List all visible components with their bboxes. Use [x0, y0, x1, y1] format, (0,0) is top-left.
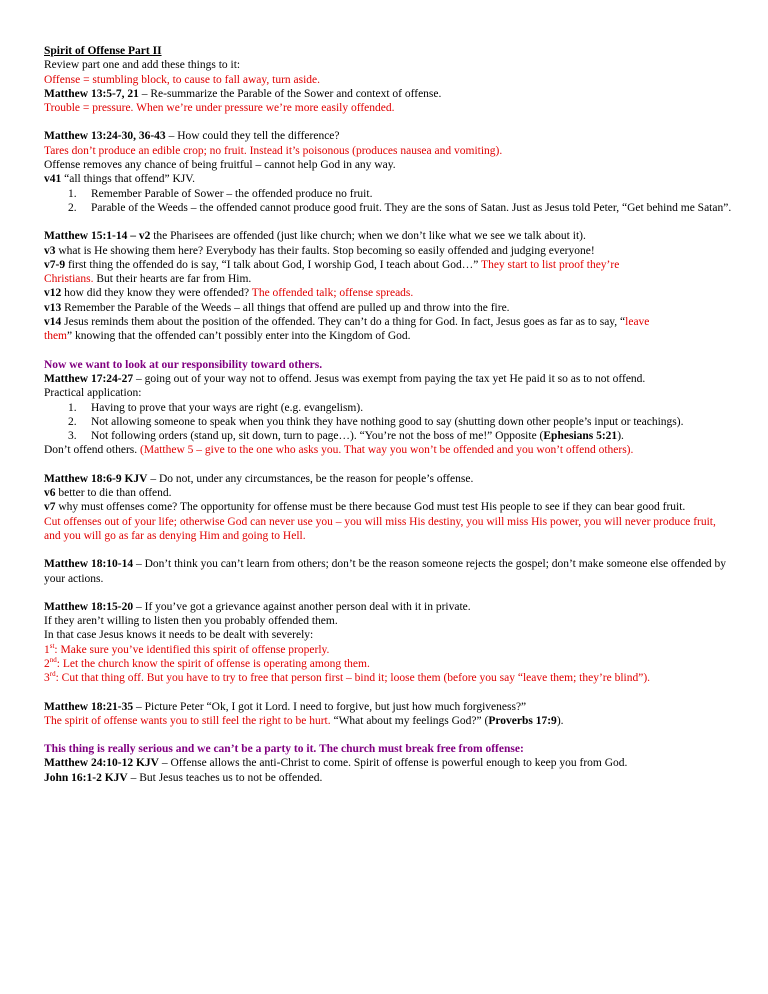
section-red-note: Tares don’t produce an edible crop; no fruit. Instead it’s poisonous (produces nausea and vomiting). [44, 144, 503, 157]
step-ordinal: st [49, 641, 55, 650]
section-text: In that case Jesus knows it needs to be dealt with severely: [44, 629, 314, 642]
verse-line [44, 301, 734, 315]
verse-ref: v3 [44, 244, 56, 257]
verse-red-text: The offended talk; offense spreads. [249, 287, 414, 300]
scripture-ref: Matthew 15:1-14 – v2 [44, 230, 151, 243]
verse-text: ” knowing that the offended can’t possibly enter into the Kingdom of God. [67, 330, 411, 343]
verse-red-text: leave [625, 316, 650, 329]
list-number: 3. [68, 430, 77, 443]
step-text: : Make sure you’ve identified this spirit of offense properly. [54, 643, 330, 656]
section-text: – If you’ve got a grievance against another person deal with it in private. [133, 600, 471, 613]
verse-text: how did they know they were offended? [61, 287, 250, 300]
section-text: – How could they tell the difference? [165, 130, 340, 143]
page-title: Spirit of Offense Part II [44, 45, 162, 57]
section-text: – But Jesus teaches us to not be offended. [127, 771, 323, 784]
section-matthew-18-15 [44, 600, 734, 614]
list-number: 2. [68, 415, 77, 428]
step-text: : Let the church know the spirit of offense is operating among them. [56, 657, 370, 670]
list-text-wrap [91, 429, 734, 443]
verse-line [44, 486, 734, 500]
list-item [44, 201, 734, 215]
section-matthew-15-1 [44, 229, 734, 243]
verse-red-text: They start to list proof they’re [478, 258, 620, 271]
verse-ref: v6 [44, 487, 56, 500]
verse-line [44, 315, 734, 329]
verse-red-text: them [44, 330, 67, 343]
offense-definition: Offense = stumbling block, to cause to fall away, turn aside. [44, 73, 321, 86]
section-text: – Offense allows the anti-Christ to come. Spirit of offense is powerful enough to keep you from God. [158, 757, 628, 770]
list-item [44, 187, 734, 201]
section-text: Don’t offend others. [44, 444, 138, 457]
verse-text: Jesus reminds them about the position of the offended. They can’t do a thing for God. In fact, Jesus goes as far as to say, “ [61, 316, 626, 329]
step-number: 1 [44, 643, 50, 656]
verse-text: “all things that offend” KJV. [61, 173, 195, 186]
section-text: – going out of your way not to offend. Jesus was exempt from paying the tax yet He paid it so as to not offend. [133, 372, 646, 385]
step-item [44, 643, 734, 657]
section-red-note: (Matthew 5 – give to the one who asks you. That way you won’t be offended and you won’t offend others). [137, 444, 634, 457]
scripture-ref: Matthew 17:24-27 [44, 372, 134, 385]
section-line [44, 714, 734, 728]
section-matthew-13-5 [44, 87, 734, 101]
list-text: Parable of the Weeds – the offended cannot produce good fruit. They are the sons of Satan. Just as Jesus told Peter, “Get behind me Satan”. [91, 201, 732, 214]
section-red-note: Trouble = pressure. When we’re under pressure we’re more easily offended. [44, 102, 395, 115]
section-text-close: ). [556, 714, 564, 727]
list-text: Not allowing someone to speak when you think they have nothing good to say (shutting down other people’s input or teachings). [91, 415, 684, 428]
section-matthew-18-6 [44, 472, 734, 486]
verse-text: what is He showing them here? Everybody has their faults. Stop becoming so easily offended and judging everyone! [55, 244, 595, 257]
step-text: : Cut that thing off. But you have to try to free that person first – bind it; loose them (before you say “leave them; they’re blind”). [55, 672, 651, 685]
scripture-ref: Ephesians 5:21 [543, 430, 618, 443]
scripture-ref: Matthew 18:21-35 [44, 700, 134, 713]
list-number: 1. [68, 401, 77, 414]
list-item [44, 415, 734, 429]
list-item [44, 401, 734, 415]
scripture-ref: Matthew 24:10-12 KJV [44, 757, 159, 770]
section-text: – Re-summarize the Parable of the Sower and context of offense. [138, 87, 442, 100]
step-ordinal: rd [49, 670, 56, 679]
verse-red-text: Christians. [44, 273, 94, 286]
verse-ref: v7-9 [44, 258, 66, 271]
verse-line [44, 172, 734, 186]
section-text: – Do not, under any circumstances, be the reason for people’s offense. [147, 472, 474, 485]
scripture-ref: Proverbs 17:9 [488, 714, 557, 727]
verse-text: first thing the offended do is say, “I talk about God, I worship God, I teach about God…” [65, 258, 479, 271]
verse-text: But their hearts are far from Him. [93, 273, 252, 286]
purple-heading: This thing is really serious and we can’t be a party to it. The church must break free from offense: [44, 743, 524, 756]
list-text: Remember Parable of Sower – the offended produce no fruit. [91, 187, 373, 200]
verse-line-cont [44, 329, 734, 343]
section-text: the Pharisees are offended (just like church; when we don’t like what we see we talk about it). [150, 230, 586, 243]
verse-line [44, 286, 734, 300]
section-text: “What about my feelings God?” ( [330, 714, 489, 727]
list-text: Not following orders (stand up, sit down, turn to page…). “You’re not the boss of me!” Opposite ( [91, 430, 544, 443]
step-item [44, 657, 734, 671]
verse-text: better to die than offend. [55, 487, 172, 500]
section-john-16-1 [44, 771, 734, 785]
scripture-ref: Matthew 18:15-20 [44, 600, 134, 613]
verse-ref: v41 [44, 173, 62, 186]
list-text: Having to prove that your ways are right (e.g. evangelism). [91, 401, 364, 414]
section-text: Offense removes any chance of being fruitful – cannot help God in any way. [44, 159, 396, 172]
verse-line [44, 258, 734, 272]
verse-ref: v12 [44, 287, 62, 300]
section-matthew-24-10 [44, 756, 734, 770]
list-text-close: ). [617, 430, 624, 443]
list-number: 1. [68, 187, 77, 200]
list-number: 2. [68, 201, 77, 214]
verse-text: why must offenses come? The opportunity for offense must be there because God must test His people to see if they can bear good fruit. [55, 501, 686, 514]
scripture-ref: Matthew 13:5-7, 21 [44, 87, 139, 100]
section-text: – Picture Peter “Ok, I got it Lord. I need to forgive, but just how much forgiveness?” [133, 700, 527, 713]
step-number: 3 [44, 672, 50, 685]
section-matthew-18-21 [44, 700, 734, 714]
list-item [44, 429, 734, 443]
verse-line [44, 244, 734, 258]
scripture-ref: Matthew 18:6-9 KJV [44, 472, 148, 485]
step-number: 2 [44, 657, 50, 670]
verse-line-cont [44, 272, 734, 286]
section-red-note: The spirit of offense wants you to still feel the right to be hurt. [44, 714, 331, 727]
section-matthew-17-24 [44, 372, 734, 386]
step-ordinal: nd [49, 656, 57, 665]
verse-ref: v13 [44, 301, 62, 314]
section-text: – Don’t think you can’t learn from others; don’t be the reason someone rejects the gospel; don’t make someone else offended by your actions. [44, 558, 727, 585]
section-matthew-18-10 [44, 557, 734, 586]
scripture-ref: Matthew 13:24-30, 36-43 [44, 130, 166, 143]
verse-text: Remember the Parable of the Weeds – all things that offend are pulled up and throw into the fire. [61, 301, 510, 314]
verse-ref: v7 [44, 501, 56, 514]
section-text: If they aren’t willing to listen then you probably offended them. [44, 615, 338, 628]
section-red-note: Cut offenses out of your life; otherwise God can never use you – you will miss His destiny, you will miss His power, you will never produce fruit, and you will go as far as denying Him and going to Hell. [44, 515, 716, 542]
document-page [44, 44, 734, 785]
purple-heading: Now we want to look at our responsibility toward others. [44, 358, 323, 371]
scripture-ref: Matthew 18:10-14 [44, 558, 134, 571]
verse-line [44, 500, 734, 514]
dont-offend-line [44, 443, 734, 457]
section-matthew-13-24 [44, 129, 734, 143]
verse-ref: v14 [44, 316, 62, 329]
step-item [44, 671, 734, 685]
practical-label: Practical application: [44, 387, 142, 400]
scripture-ref: John 16:1-2 KJV [44, 771, 128, 784]
intro-line: Review part one and add these things to it: [44, 59, 241, 72]
